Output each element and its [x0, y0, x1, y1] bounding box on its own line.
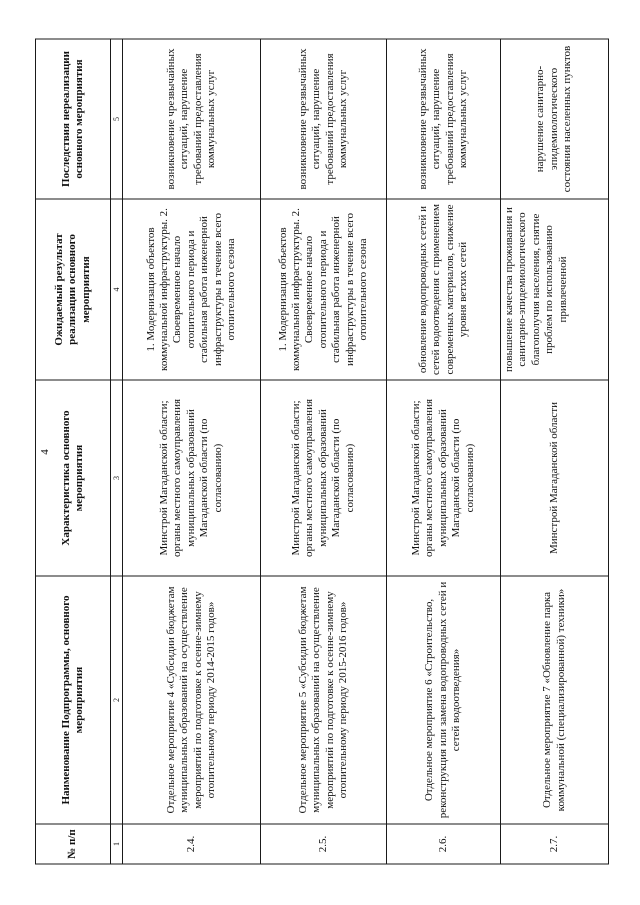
header-consequence: Последствия нереализации основного мероприятия [36, 39, 111, 199]
column-number-row [111, 39, 123, 864]
column-number: 4 [111, 199, 123, 380]
row-characteristic: Минстрой Магаданской области; органы местного самоуправления муниципальных образований Магаданской области (по согласованию) [387, 380, 501, 576]
row-name: Отдельное мероприятие 4 «Субсидии бюджетам муниципальных образований на осуществление мероприятий по подготовке к осенне-зимнему отопительному периоду 2014-2015 годов» [123, 576, 261, 824]
column-number: 2 [111, 576, 123, 824]
row-consequence: нарушение санитарно-эпидемиологического состояния населенных пунктов [501, 39, 609, 199]
row-consequence: возникновение чрезвычайных ситуаций, нарушение требований предоставления коммунальных услуг [123, 39, 261, 199]
table-row [387, 39, 501, 864]
row-name: Отдельное мероприятие 7 «Обновление парка коммунальной (специализированной) техники» [501, 576, 609, 824]
row-result [501, 199, 609, 380]
row-name: Отдельное мероприятие 6 «Строительство, реконструкция или замена водопроводных сетей и сетей водоотведения» [387, 576, 501, 824]
row-characteristic: Минстрой Магаданской области [501, 380, 609, 576]
row-name: Отдельное мероприятие 5 «Субсидии бюджетам муниципальных образований на осуществление мероприятий по подготовке к осенне-зимнему отопительному периоду 2015-2016 годов» [261, 576, 387, 824]
table-row [123, 39, 261, 864]
table-row [261, 39, 387, 864]
column-number: 5 [111, 39, 123, 199]
rotated-page [35, 40, 605, 865]
row-result: 1. Модернизация объектов коммунальной инфраструктуры. 2. Своевременное начало отопительного периода и стабильная работа инженерной инфраструктуры в течение всего отопительного сезона [261, 199, 387, 380]
header-result: Ожидаемый результат реализации основного мероприятия [36, 199, 111, 380]
row-characteristic: Минстрой Магаданской области; органы местного самоуправления муниципальных образований Магаданской области (по согласованию) [123, 380, 261, 576]
row-consequence: возникновение чрезвычайных ситуаций, нарушение требований предоставления коммунальных услуг [387, 39, 501, 199]
row-consequence: возникновение чрезвычайных ситуаций, нарушение требований предоставления коммунальных услуг [261, 39, 387, 199]
row-num: 2.7. [501, 824, 609, 864]
row-result: 1. Модернизация объектов коммунальной инфраструктуры. 2. Своевременное начало отопительного периода и стабильная работа инженерной инфраструктуры в течение всего отопительного сезона [123, 199, 261, 380]
row-num: 2.6. [387, 824, 501, 864]
row-characteristic: Минстрой Магаданской области; органы местного самоуправления муниципальных образований Магаданской области (по согласованию) [261, 380, 387, 576]
row-num: 2.5. [261, 824, 387, 864]
table-row [501, 39, 609, 864]
measures-table [35, 39, 609, 865]
row-num: 2.4. [123, 824, 261, 864]
column-number: 1 [111, 824, 123, 864]
page-number: 4 [38, 449, 51, 455]
row-result-text: повышение качества проживания и санитарно-эпидемиологического благополучия населения, снятие проблем по использованию привлеченной [503, 207, 569, 372]
header-row [36, 39, 111, 864]
header-characteristic: Характеристика основного мероприятия [36, 380, 111, 576]
header-name: Наименование Подпрограммы, основного мероприятия [36, 576, 111, 824]
column-number: 3 [111, 380, 123, 576]
header-num: № п/п [36, 824, 111, 864]
row-result: обновление водопроводных сетей и сетей водоотведения с применением современных материалов, снижение уровня ветхих сетей [387, 199, 501, 380]
